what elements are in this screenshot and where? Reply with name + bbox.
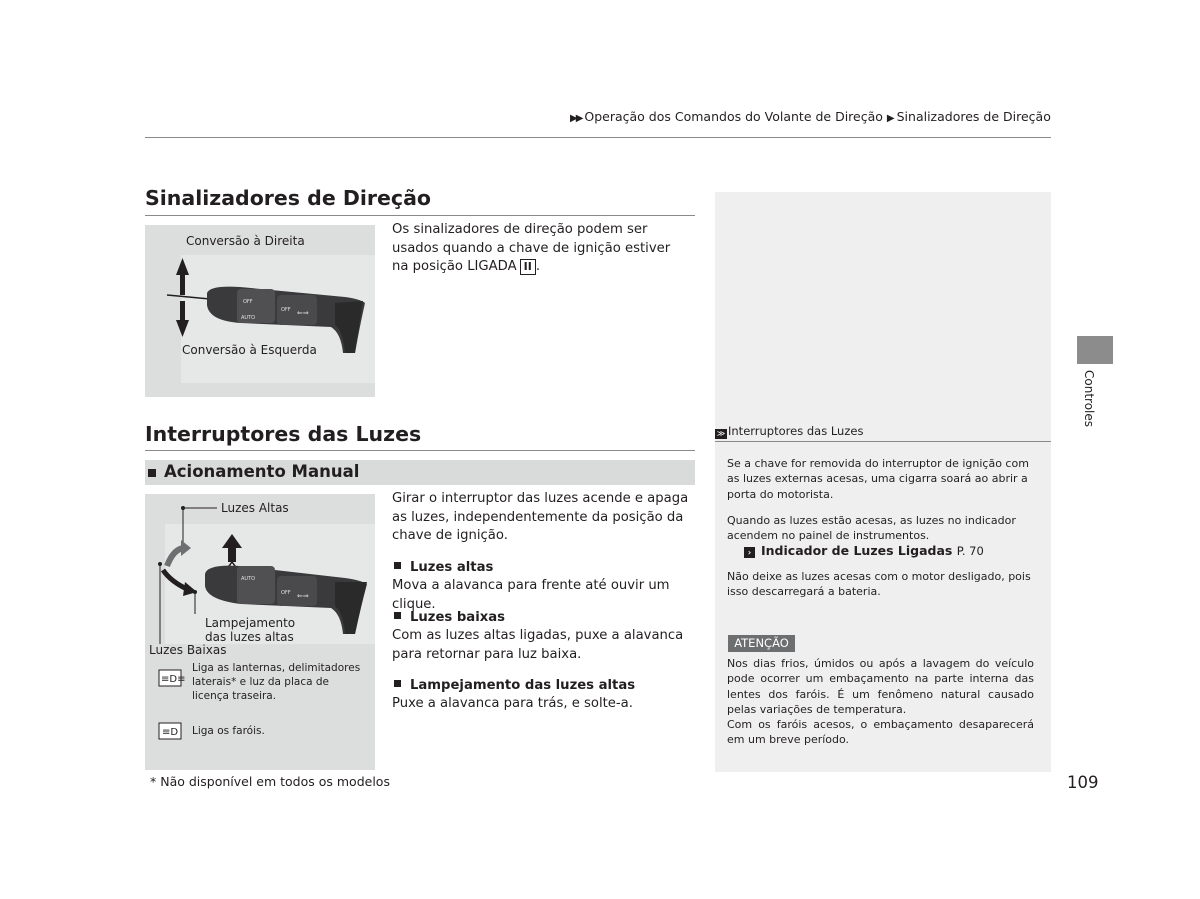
- label-flash-line2: das luzes altas: [205, 630, 294, 644]
- parking-lights-icon: [159, 670, 185, 686]
- footnote: * Não disponível em todos os modelos: [150, 774, 390, 789]
- legend-parking-lights-text: Liga as lanternas, delimitadores laterais* e luz da placa de licença traseira.: [192, 662, 361, 702]
- chevron-ref-icon: ›: [744, 547, 755, 558]
- item-title-flash: Lampejamento das luzes altas: [392, 678, 635, 693]
- side-notes-title: ≫ Interruptores das Luzes: [716, 424, 864, 438]
- label-right-turn: Conversão à Direita: [186, 234, 305, 248]
- turn-signal-description: [392, 221, 682, 277]
- svg-text:≡D≡: ≡D≡: [161, 674, 186, 685]
- stalk-mark-off-2: OFF: [281, 307, 291, 313]
- side-notes-divider: [715, 441, 1051, 442]
- label-left-turn: Conversão à Esquerda: [182, 343, 317, 357]
- light-switch-intro: Girar o interruptor das luzes acende e apaga as luzes, independentemente da posição da chave de ignição.: [392, 491, 689, 543]
- legend-headlights-text: Liga os faróis.: [192, 725, 265, 737]
- label-low-beam: Luzes Baixas: [149, 643, 227, 657]
- breadcrumb-section: Operação dos Comandos do Volante de Direção: [584, 109, 883, 124]
- chapter-tab-marker: [1077, 336, 1113, 364]
- svg-text:OFF: OFF: [281, 590, 291, 596]
- caution-badge: ATENÇÃO: [728, 635, 795, 652]
- item-text-flash: Puxe a alavanca para trás, e solte-a.: [392, 696, 633, 711]
- svg-text:≡D: ≡D: [162, 727, 179, 738]
- turn-signal-stalk-illustration: [145, 225, 375, 397]
- turn-signal-text-end: .: [535, 259, 541, 274]
- subsection-band: [145, 460, 695, 485]
- caution-text-2: Com os faróis acesos, o embaçamento desaparecerá em um breve período.: [727, 718, 1034, 747]
- headlight-icon: [159, 723, 181, 739]
- turn-signal-text: Os sinalizadores de direção podem ser usados quando a chave de ignição estiver na posição LIGADA: [392, 222, 671, 274]
- item-title-low-beam: Luzes baixas: [392, 610, 505, 625]
- breadcrumb-page: Sinalizadores de Direção: [896, 109, 1051, 124]
- header-divider: [145, 137, 1051, 138]
- side-note-para1: Se a chave for removida do interruptor de ignição com as luzes externas acesas, uma cigarra soará ao abrir a porta do motorista.: [727, 457, 1029, 501]
- chapter-tab-label: Controles: [1082, 370, 1096, 428]
- item-text-low-beam: Com as luzes altas ligadas, puxe a alavanca para retornar para luz baixa.: [392, 628, 684, 662]
- xref-light-indicator[interactable]: [744, 543, 984, 558]
- item-text-high-beam: Mova a alavanca para frente até ouvir um clique.: [392, 578, 670, 612]
- section-divider: [145, 450, 695, 451]
- label-high-beam: Luzes Altas: [221, 501, 289, 515]
- light-switch-figure: [145, 494, 375, 770]
- chevron-ref-icon: ≫: [716, 429, 726, 438]
- breadcrumb: [570, 109, 1051, 124]
- triangle-icon: ▶: [886, 113, 895, 124]
- square-bullet-icon: [394, 612, 401, 619]
- subsection-title-manual: Acionamento Manual: [164, 462, 360, 481]
- label-flash-line1: Lampejamento: [205, 616, 296, 630]
- turn-signal-figure: [145, 225, 375, 397]
- stalk-mark-off: OFF: [243, 299, 253, 305]
- section-divider: [145, 215, 695, 216]
- square-bullet-icon: [394, 562, 401, 569]
- side-note-para2: Quando as luzes estão acesas, as luzes no indicador acendem no painel de instrumentos.: [727, 514, 1016, 543]
- stalk-mark-auto: AUTO: [241, 315, 256, 321]
- svg-text:AUTO: AUTO: [241, 576, 256, 582]
- ignition-on-symbol: II: [520, 259, 536, 275]
- caution-text-1: Nos dias frios, úmidos ou após a lavagem do veículo pode ocorrer um embaçamento na parte interna das lentes dos faróis. É um fenômeno natural causado pelas variações de temperatura.: [727, 657, 1034, 716]
- double-arrow-icon: ⇐⇒: [297, 309, 309, 317]
- square-bullet-icon: [394, 680, 401, 687]
- xref-title: Indicador de Luzes Ligadas: [761, 543, 953, 558]
- item-title-high-beam: Luzes altas: [392, 560, 493, 575]
- xref-page: P. 70: [956, 544, 984, 558]
- double-triangle-icon: ▶▶: [570, 113, 582, 124]
- double-arrow-icon: ⇐⇒: [297, 592, 309, 600]
- page-number: 109: [1067, 773, 1099, 792]
- section-title-light-switches: Interruptores das Luzes: [145, 422, 422, 446]
- section-title-turn-signals: Sinalizadores de Direção: [145, 186, 431, 210]
- square-bullet-icon: [148, 469, 156, 477]
- side-note-para3: Não deixe as luzes acesas com o motor desligado, pois isso descarregará a bateria.: [727, 570, 1031, 599]
